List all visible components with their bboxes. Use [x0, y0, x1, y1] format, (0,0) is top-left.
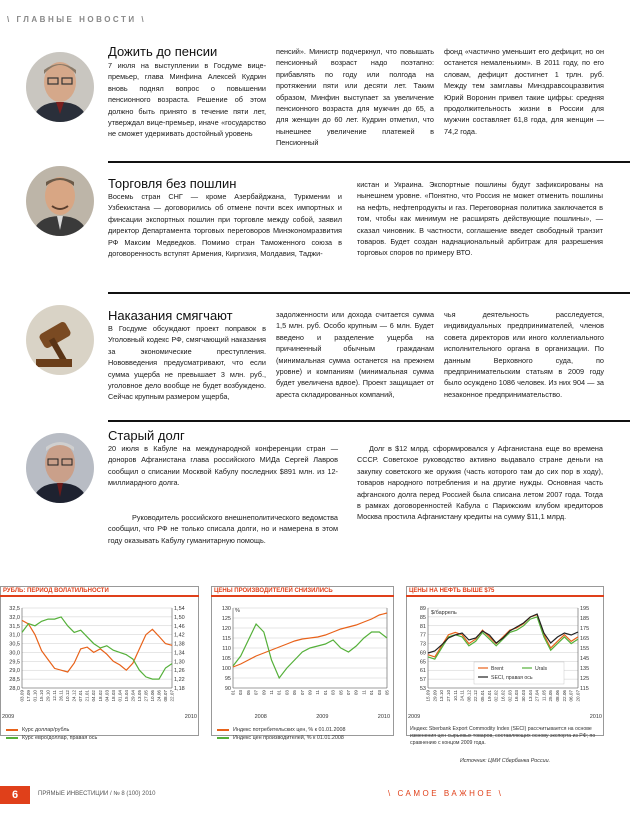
x-tick-label: 18.03 — [110, 690, 116, 702]
x-tick-label: 07 — [253, 690, 259, 696]
chart-1-title-line — [0, 595, 199, 597]
lavrov-photo — [26, 433, 94, 503]
x-tick-label: 30.03 — [520, 690, 526, 702]
y-right-tick-label: 1,34 — [174, 650, 185, 657]
y-tick-label: 95 — [224, 676, 231, 682]
separator-3 — [108, 420, 630, 422]
x-tick-label: 22.12 — [473, 690, 479, 702]
y-tick-label: 57 — [419, 677, 426, 684]
x-tick-label: 05 — [245, 690, 251, 696]
x-tick-label: 16.03 — [514, 690, 520, 702]
x-tick-label: 29.09 — [432, 690, 438, 702]
x-tick-label: 05 — [338, 690, 344, 696]
unit-label: % — [235, 608, 240, 614]
article-1-col-3: фонд «частично уменьшит его дефицит, но он останется немаленьким». В 2011 году, по его словам, дефицит достигнет 1 трлн. руб. Между тем замглавы Минздравсоцразвития Юрий Воронин привел такие цифры: средняя продолжительность жизни в России для мужчин составляет 61,8 года, для женщин — 74,2 года. — [444, 47, 604, 136]
y-tick-label: 65 — [419, 659, 426, 666]
y-tick-label: 115 — [222, 636, 231, 642]
chart-2-legend-ppi — [217, 734, 345, 742]
chart-3-note: Индекс Sberbank Export Commodity Index (SECI) рассчитывается на основе изменения цен сырьевых товаров, составляющих основу экспорта из РФ; по сравнению с концом 2009 года. — [410, 726, 596, 746]
y-right-tick-label: 1,42 — [174, 632, 185, 639]
series-line-0 — [233, 613, 387, 667]
x-tick-label: 13.04 — [527, 690, 533, 702]
chart-1 — [0, 604, 199, 722]
x-tick-label: 12.11 — [52, 690, 58, 702]
y-right-tick-label: 135 — [580, 666, 590, 672]
x-tick-label: 02.02 — [493, 690, 499, 702]
x-tick-label: 09 — [353, 690, 359, 696]
y-right-tick-label: 175 — [580, 626, 590, 632]
year-label: 2010 — [377, 714, 391, 720]
y-tick-label: 110 — [222, 646, 231, 652]
x-tick-label: 18.02 — [97, 690, 103, 702]
y-tick-label: 61 — [419, 668, 426, 675]
x-tick-label: 22.06 — [561, 690, 567, 702]
y-right-tick-label: 155 — [580, 646, 590, 652]
separator-2 — [108, 292, 630, 294]
series-line-1 — [233, 624, 387, 678]
article-2-title: Торговля без пошлин — [108, 176, 237, 191]
legend-swatch — [217, 737, 229, 739]
y-right-tick-label: 145 — [580, 656, 590, 662]
article-2-col-1: Восемь стран СНГ — кроме Азербайджана, Туркмении и Узбекистана — договорились об отмене почти всех импортных и финсации экспортных пошлин при торговле между собой, заявил директор Департамента торговых переговоров Минэкономразвития РФ Максим Медведков. Помимо стран Таможенного союза в договоренность вступят Армения, Киргизия, Молдавия, Таджи- — [108, 192, 342, 259]
x-tick-label: 11.05 — [541, 690, 547, 702]
y-right-tick-label: 195 — [580, 606, 590, 612]
source-note: Источник: ЦМИ Сбербанка России. — [460, 758, 551, 764]
y-tick-label: 29,0 — [9, 668, 20, 675]
x-tick-label: 27.05 — [143, 690, 149, 702]
y-tick-label: 31,5 — [9, 623, 20, 630]
y-right-tick-label: 115 — [580, 686, 589, 692]
x-tick-label: 06.07 — [568, 690, 574, 702]
x-tick-label: 15.10 — [39, 690, 45, 702]
x-tick-label: 03.09 — [19, 690, 25, 702]
medvedkov-photo — [26, 166, 94, 236]
x-tick-label: 09 — [307, 690, 313, 696]
x-tick-label: 24.11 — [459, 690, 465, 702]
x-tick-label: 10.11 — [452, 690, 458, 702]
x-tick-label: 21.01 — [84, 690, 90, 702]
year-label: 2009 — [2, 714, 15, 720]
y-tick-label: 90 — [224, 686, 231, 692]
legend-label: Индекс потребительских цен, % к 01.01.2008 — [233, 727, 346, 733]
x-tick-label: 13.05 — [136, 690, 142, 702]
chart-2 — [211, 604, 394, 722]
y-tick-label: 77 — [419, 632, 426, 639]
article-4-col-3: Долг в $12 млрд. сформировался у Афганистана еще во времена СССР. Советское руководство активно выдавало стране деньги на закупку советского же оружия (часть которого там до сих пор в ходу), товаров народного потребления и на другие нужды. Основная часть афганского долга перед Россией была списана летом 2007 года. Тогда в рамках договоренностей Кабула с Парижским клубом кредиторов Москва простила Афганистану кредиты на сумму $11,1 млрд. — [357, 444, 603, 522]
y-tick-label: 120 — [221, 626, 231, 632]
page-number: 6 — [0, 786, 30, 804]
year-label: 2009 — [408, 714, 421, 720]
year-label: 2010 — [184, 714, 197, 720]
x-tick-label: 05 — [292, 690, 298, 696]
x-tick-label: 08.07 — [162, 690, 168, 702]
y-tick-label: 30,0 — [9, 650, 20, 657]
y-tick-label: 130 — [221, 606, 231, 612]
x-tick-label: 05.01 — [480, 690, 486, 702]
legend-label: Brent — [491, 666, 504, 672]
gavel-photo — [26, 305, 94, 375]
legend-swatch — [6, 729, 18, 731]
article-4-col-2: Руководитель российского внешнеполитического ведомства сообщил, что РФ не только списала долги, но и намерена в этом году оказывать Кабулу гуманитарную помощь. — [108, 513, 338, 545]
chart-3-title-line — [406, 595, 604, 597]
article-3-col-2: задолженности или дохода считается сумма 1,5 млн. руб. Особо крупным — 6 млн. Будет введено и разделение ущерба на причиненный обычным гражданам (минимальная сумма останется на прежнем уровне) и компаниям (минимальная сумма будет увеличена вдвое). Проект защищает от ареста складированных компаний, — [276, 310, 434, 399]
article-1-col-1: 7 июля на выступлении в Госдуме вице-премьер, глава Минфина Алексей Кудрин вновь поднял вопрос о повышении пенсионного возраста. Решение об этом должно быть принято в течение пяти лет, утверждал вице-премьер, иначе «государство не сможет удерживать достойный уровень — [108, 61, 266, 139]
year-label: 2009 — [316, 714, 329, 720]
x-tick-label: 07 — [299, 690, 305, 696]
y-tick-label: 31,0 — [9, 632, 20, 639]
x-tick-label: 03 — [238, 690, 244, 696]
x-tick-label: 10.06 — [149, 690, 155, 702]
chart-2-legend-cpi — [217, 726, 345, 734]
chart-1-title: РУБЛЬ: ПЕРИОД ВОЛАТИЛЬНОСТИ — [3, 588, 109, 594]
y-tick-label: 89 — [419, 606, 426, 612]
x-tick-label: 25.05 — [548, 690, 554, 702]
article-1-title: Дожить до пенсии — [108, 44, 218, 59]
x-tick-label: 27.10 — [445, 690, 451, 702]
x-tick-label: 02.03 — [507, 690, 513, 702]
x-tick-label: 20.07 — [575, 690, 581, 702]
x-tick-label: 07.01 — [78, 690, 84, 702]
x-tick-label: 04.02 — [91, 690, 97, 702]
y-tick-label: 29,5 — [9, 659, 20, 666]
y-tick-label: 53 — [419, 686, 426, 692]
x-tick-label: 11 — [361, 690, 367, 695]
x-tick-label: 24.12 — [71, 690, 77, 702]
y-tick-label: 69 — [419, 650, 426, 657]
section-title: \ ГЛАВНЫЕ НОВОСТИ \ — [7, 15, 147, 24]
x-tick-label: 11 — [269, 690, 274, 695]
x-tick-label: 27.04 — [534, 690, 540, 702]
kudrin-photo — [26, 52, 94, 122]
x-tick-label: 11 — [315, 690, 321, 695]
y-tick-label: 125 — [221, 616, 231, 622]
article-2-col-2: кистан и Украина. Экспортные пошлины будут зафиксированы на нынешнем уровне. «Понятно, что Россия не может отменить пошлины на нефть, нефтепродукты и газ. Переговорная политика заключается в том, чтобы как минимум не расширять действующие пошлины», — сказал чиновник. В частности, соглашение введет свободный транзит товаров. Будет создан наднациональный арбитраж для разрешения торговых споров по примеру ВТО. — [357, 180, 603, 258]
x-tick-label: 01.04 — [117, 690, 123, 702]
x-tick-label: 01.10 — [32, 690, 38, 702]
y-right-tick-label: 125 — [580, 676, 590, 682]
y-tick-label: 85 — [419, 614, 426, 621]
y-tick-label: 32,5 — [9, 606, 20, 612]
y-tick-label: 30,5 — [9, 641, 20, 648]
x-tick-label: 26.11 — [58, 690, 64, 702]
legend-label: Курс доллар/рубль — [22, 727, 70, 733]
y-right-tick-label: 185 — [580, 616, 590, 622]
article-4-title: Старый долг — [108, 428, 185, 443]
year-label: 2008 — [254, 714, 267, 720]
x-tick-label: 13.10 — [439, 690, 445, 702]
x-tick-label: 04.03 — [104, 690, 110, 702]
series-line-1 — [22, 617, 172, 679]
y-right-tick-label: 1,38 — [174, 641, 185, 648]
x-tick-label: 19.01 — [486, 690, 492, 702]
x-tick-label: 09 — [261, 690, 267, 696]
x-tick-label: 22.07 — [169, 690, 175, 702]
unit-label: $/баррель — [431, 610, 457, 616]
y-right-tick-label: 165 — [580, 636, 590, 642]
chart-2-title-line — [211, 595, 394, 597]
magazine-info: ПРЯМЫЕ ИНВЕСТИЦИИ / № 8 (100) 2010 — [38, 791, 156, 797]
article-4-col-1: 20 июля в Кабуле на международной конференции стран — доноров Афганистана глава российского МИДа Сергей Лавров сообщил о списании Москвой Кабулу последних $891 млн. из 12-миллиардного долга. — [108, 444, 338, 488]
chart-2-legend — [217, 726, 345, 742]
x-tick-label: 03 — [284, 690, 290, 696]
y-right-tick-label: 1,22 — [174, 677, 185, 684]
x-tick-label: 01 — [230, 690, 236, 696]
y-tick-label: 32,0 — [9, 614, 20, 621]
chart-1-legend — [6, 726, 97, 742]
y-right-tick-label: 1,50 — [174, 614, 185, 621]
legend-swatch — [6, 737, 18, 739]
legend-label: Курс евро/доллар, правая ось — [22, 735, 98, 741]
x-tick-label: 01 — [322, 690, 328, 696]
y-tick-label: 28,5 — [9, 677, 20, 684]
legend-swatch — [217, 729, 229, 731]
y-right-tick-label: 1,46 — [174, 623, 185, 630]
chart-2-title: ЦЕНЫ ПРОИЗВОДИТЕЛЕЙ СНИЗИЛИСЬ — [214, 588, 333, 594]
x-tick-label: 03 — [376, 690, 382, 696]
x-tick-label: 08.12 — [466, 690, 472, 702]
x-tick-label: 29.04 — [130, 690, 136, 702]
x-tick-label: 10.12 — [65, 690, 71, 702]
x-tick-label: 03 — [330, 690, 336, 696]
x-tick-label: 16.02 — [500, 690, 506, 702]
separator-1 — [108, 161, 630, 163]
legend-label: Urals — [535, 666, 548, 672]
chart-3-title: ЦЕНЫ НА НЕФТЬ ВЫШЕ $75 — [409, 588, 495, 594]
x-tick-label: 08.06 — [555, 690, 561, 702]
legend-label: Индекс цен производителей, % к 01.01.2008 — [233, 735, 344, 741]
y-right-tick-label: 1,26 — [174, 668, 185, 675]
x-tick-label: 01 — [369, 690, 375, 696]
x-tick-label: 01 — [276, 690, 282, 696]
chart-1-legend-usd — [6, 726, 97, 734]
y-tick-label: 28,0 — [9, 686, 20, 692]
article-3-col-3: чья деятельность расследуется, индивидуальных предпринимателей, членов совета директоров или иного коллегиального исполнительного органа в организации. По данным Верховного суда, по предпринимательским статьям в 2009 году было осуждено 1086 человек. Из них 904 — за незаконное предпринимательство. — [444, 310, 604, 399]
x-tick-label: 17.09 — [26, 690, 32, 702]
y-tick-label: 73 — [419, 641, 426, 648]
x-tick-label: 29.10 — [45, 690, 51, 702]
x-tick-label: 07 — [346, 690, 351, 696]
article-3-title: Наказания смягчают — [108, 308, 233, 323]
y-tick-label: 100 — [221, 666, 231, 672]
y-right-tick-label: 1,30 — [174, 659, 185, 666]
article-1-col-2: пенсий». Министр подчеркнул, что повышать пенсионный возраст надо поэтапно: прибавлять по году или полгода на протяжении пяти или десяти лет. Таким образом, Минфин выступает за увеличение пенсионного возраста для мужчин до 65, а для женщин до 60 лет. Кудрин отметил, что нынешнее увеличение платежей в Пенсионный — [276, 47, 434, 148]
y-right-tick-label: 1,18 — [174, 686, 185, 692]
year-label: 2010 — [589, 714, 602, 720]
chart-3 — [406, 604, 604, 722]
y-right-tick-label: 1,54 — [174, 606, 185, 612]
x-tick-label: 15.09 — [425, 690, 431, 702]
chart-1-legend-eur — [6, 734, 97, 742]
y-tick-label: 81 — [419, 623, 426, 630]
x-tick-label: 05 — [384, 690, 390, 696]
x-tick-label: 15.04 — [123, 690, 129, 702]
legend-label: SECI, правая ось — [491, 675, 533, 681]
section-footer: \ САМОЕ ВАЖНОЕ \ — [388, 789, 504, 798]
x-tick-label: 24.06 — [156, 690, 162, 702]
article-3-col-1: В Госдуме обсуждают проект поправок в Уголовный кодекс РФ, смягчающий наказания за экономические преступления. Нововведения предусматривают, что если сумма ущерба не превышает 3 млн. руб., уголовное дело вообще не будет возбуждено. Сейчас крупным размером ущерба, — [108, 324, 266, 402]
y-tick-label: 105 — [221, 656, 231, 662]
